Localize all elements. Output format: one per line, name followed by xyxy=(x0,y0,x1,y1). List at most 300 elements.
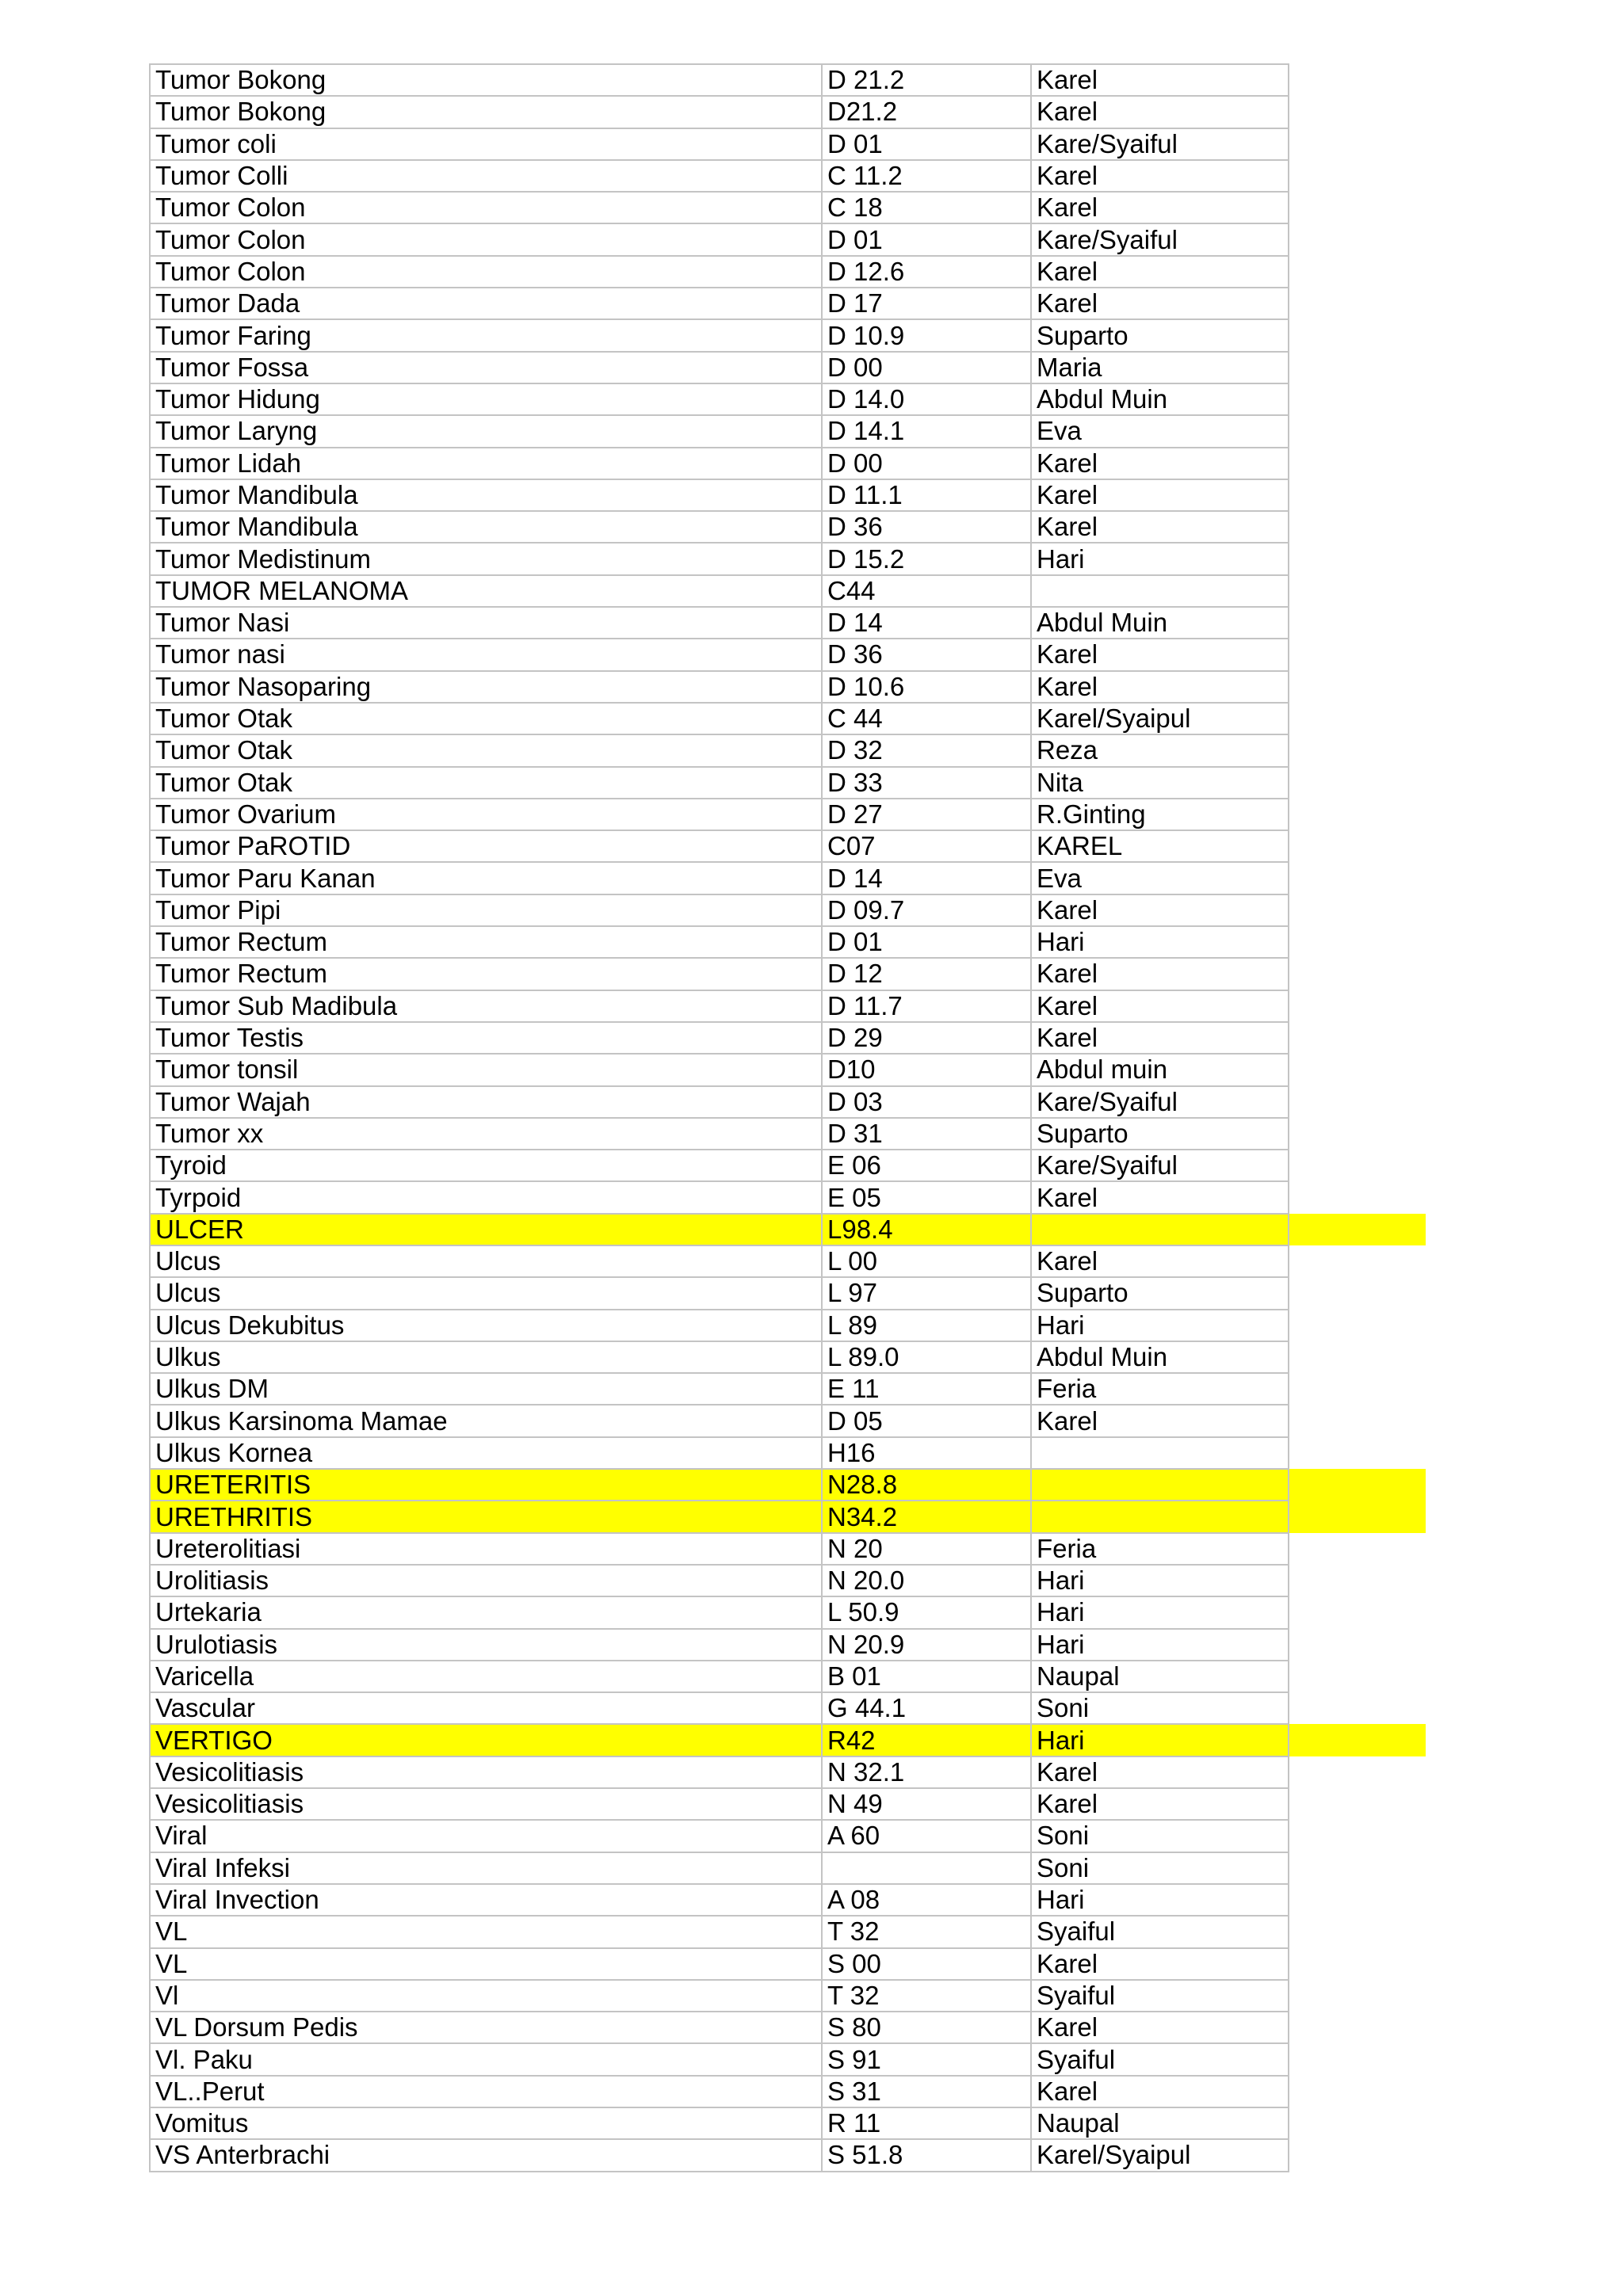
diagnosis-cell: Viral Invection xyxy=(150,1884,822,1916)
row-highlight-extension xyxy=(1289,1022,1426,1054)
diagnosis-cell: Tumor Colli xyxy=(150,160,822,192)
diagnosis-cell: Ureterolitiasi xyxy=(150,1533,822,1565)
diagnosis-cell: Ulcus xyxy=(150,1245,822,1277)
diagnosis-cell: Tumor PaROTID xyxy=(150,830,822,862)
doctor-cell: Kare/Syaiful xyxy=(1031,1086,1289,1118)
icd-code-cell: A 08 xyxy=(822,1884,1031,1916)
row-highlight-extension xyxy=(1289,639,1426,670)
diagnosis-cell: ULCER xyxy=(150,1214,822,1245)
icd-code-cell: L 50.9 xyxy=(822,1596,1031,1628)
diagnosis-code-table xyxy=(149,63,1427,2172)
table-row xyxy=(150,1852,1426,1884)
diagnosis-cell: Vesicolitiasis xyxy=(150,1756,822,1788)
doctor-cell: Reza xyxy=(1031,734,1289,766)
doctor-cell: Karel xyxy=(1031,479,1289,511)
diagnosis-cell: Tumor Mandibula xyxy=(150,511,822,543)
diagnosis-cell: Tumor nasi xyxy=(150,639,822,670)
icd-code-cell: C44 xyxy=(822,575,1031,607)
row-highlight-extension xyxy=(1289,1916,1426,1947)
icd-code-cell: D 05 xyxy=(822,1405,1031,1436)
table-row xyxy=(150,1214,1426,1245)
diagnosis-cell: Tumor Laryng xyxy=(150,415,822,447)
table-row xyxy=(150,2012,1426,2043)
row-highlight-extension xyxy=(1289,767,1426,799)
diagnosis-cell: Varicella xyxy=(150,1661,822,1692)
table-row xyxy=(150,958,1426,990)
icd-code-cell: D 12.6 xyxy=(822,256,1031,288)
diagnosis-cell: Tumor Otak xyxy=(150,767,822,799)
table-row xyxy=(150,2076,1426,2107)
table-row xyxy=(150,383,1426,415)
doctor-cell: Karel xyxy=(1031,448,1289,479)
row-highlight-extension xyxy=(1289,734,1426,766)
doctor-cell: Hari xyxy=(1031,1724,1289,1756)
diagnosis-cell: Ulkus xyxy=(150,1341,822,1373)
icd-code-cell: D 11.7 xyxy=(822,990,1031,1022)
doctor-cell: Hari xyxy=(1031,1629,1289,1661)
icd-code-cell: D 14.0 xyxy=(822,383,1031,415)
row-highlight-extension xyxy=(1289,830,1426,862)
row-highlight-extension xyxy=(1289,1661,1426,1692)
doctor-cell xyxy=(1031,1214,1289,1245)
diagnosis-cell: Tumor Nasi xyxy=(150,607,822,639)
icd-code-cell: D 01 xyxy=(822,926,1031,958)
table-row xyxy=(150,1341,1426,1373)
icd-code-cell: D 14.1 xyxy=(822,415,1031,447)
table-row xyxy=(150,1150,1426,1181)
doctor-cell: Karel xyxy=(1031,671,1289,703)
row-highlight-extension xyxy=(1289,2107,1426,2139)
table-row xyxy=(150,1022,1426,1054)
table-row xyxy=(150,607,1426,639)
icd-code-cell: S 00 xyxy=(822,1948,1031,1980)
row-highlight-extension xyxy=(1289,448,1426,479)
doctor-cell: Karel xyxy=(1031,1022,1289,1054)
diagnosis-cell: VL Dorsum Pedis xyxy=(150,2012,822,2043)
icd-code-cell: N 32.1 xyxy=(822,1756,1031,1788)
doctor-cell: Karel xyxy=(1031,288,1289,319)
diagnosis-cell: Viral xyxy=(150,1820,822,1852)
icd-code-cell: N28.8 xyxy=(822,1469,1031,1501)
diagnosis-cell: URETERITIS xyxy=(150,1469,822,1501)
icd-code-cell: D 10.6 xyxy=(822,671,1031,703)
row-highlight-extension xyxy=(1289,1980,1426,2012)
icd-code-cell: C 18 xyxy=(822,192,1031,223)
row-highlight-extension xyxy=(1289,96,1426,128)
doctor-cell: Karel xyxy=(1031,511,1289,543)
icd-code-cell: N 20.0 xyxy=(822,1565,1031,1596)
table-row xyxy=(150,1310,1426,1341)
table-row xyxy=(150,1884,1426,1916)
icd-code-cell: D 29 xyxy=(822,1022,1031,1054)
row-highlight-extension xyxy=(1289,479,1426,511)
row-highlight-extension xyxy=(1289,607,1426,639)
icd-code-cell: H16 xyxy=(822,1437,1031,1469)
table-row xyxy=(150,734,1426,766)
doctor-cell: Soni xyxy=(1031,1852,1289,1884)
diagnosis-cell: Tumor Bokong xyxy=(150,96,822,128)
diagnosis-cell: Vl. Paku xyxy=(150,2043,822,2075)
diagnosis-cell: VL..Perut xyxy=(150,2076,822,2107)
diagnosis-cell: Ulkus Karsinoma Mamae xyxy=(150,1405,822,1436)
doctor-cell: Kare/Syaiful xyxy=(1031,128,1289,160)
table-row xyxy=(150,1277,1426,1309)
doctor-cell: Eva xyxy=(1031,862,1289,894)
table-row xyxy=(150,1437,1426,1469)
table-row xyxy=(150,1756,1426,1788)
doctor-cell: Hari xyxy=(1031,1310,1289,1341)
row-highlight-extension xyxy=(1289,1596,1426,1628)
icd-code-cell: S 91 xyxy=(822,2043,1031,2075)
doctor-cell: Karel xyxy=(1031,639,1289,670)
row-highlight-extension xyxy=(1289,160,1426,192)
table-row xyxy=(150,288,1426,319)
doctor-cell: Karel xyxy=(1031,1948,1289,1980)
row-highlight-extension xyxy=(1289,1501,1426,1532)
row-highlight-extension xyxy=(1289,543,1426,574)
row-highlight-extension xyxy=(1289,1341,1426,1373)
icd-code-cell: E 05 xyxy=(822,1181,1031,1213)
diagnosis-cell: Tumor Testis xyxy=(150,1022,822,1054)
table-row xyxy=(150,671,1426,703)
doctor-cell: Nita xyxy=(1031,767,1289,799)
doctor-cell: Hari xyxy=(1031,1884,1289,1916)
doctor-cell: Karel xyxy=(1031,64,1289,96)
diagnosis-cell: Tumor Pipi xyxy=(150,894,822,926)
row-highlight-extension xyxy=(1289,1533,1426,1565)
diagnosis-cell: Tumor Hidung xyxy=(150,383,822,415)
table-row xyxy=(150,1118,1426,1150)
table-row xyxy=(150,128,1426,160)
icd-code-cell: B 01 xyxy=(822,1661,1031,1692)
doctor-cell xyxy=(1031,575,1289,607)
table-row xyxy=(150,990,1426,1022)
icd-code-cell: L 89 xyxy=(822,1310,1031,1341)
icd-code-cell: D 32 xyxy=(822,734,1031,766)
icd-code-cell: T 32 xyxy=(822,1916,1031,1947)
icd-code-cell: D 27 xyxy=(822,799,1031,830)
icd-code-cell: S 80 xyxy=(822,2012,1031,2043)
table-row xyxy=(150,2107,1426,2139)
doctor-cell: Hari xyxy=(1031,543,1289,574)
doctor-cell: R.Ginting xyxy=(1031,799,1289,830)
icd-code-cell: D 33 xyxy=(822,767,1031,799)
doctor-cell: Suparto xyxy=(1031,1118,1289,1150)
icd-code-cell: D 31 xyxy=(822,1118,1031,1150)
table-row xyxy=(150,1724,1426,1756)
row-highlight-extension xyxy=(1289,2043,1426,2075)
doctor-cell: Karel xyxy=(1031,958,1289,990)
row-highlight-extension xyxy=(1289,1277,1426,1309)
table-row xyxy=(150,1469,1426,1501)
row-highlight-extension xyxy=(1289,1948,1426,1980)
diagnosis-cell: Tumor Lidah xyxy=(150,448,822,479)
row-highlight-extension xyxy=(1289,799,1426,830)
table-row xyxy=(150,926,1426,958)
icd-code-cell: L 97 xyxy=(822,1277,1031,1309)
doctor-cell: Karel xyxy=(1031,192,1289,223)
icd-code-cell: R42 xyxy=(822,1724,1031,1756)
doctor-cell: Hari xyxy=(1031,1596,1289,1628)
diagnosis-cell: Tumor Ovarium xyxy=(150,799,822,830)
diagnosis-cell: Viral Infeksi xyxy=(150,1852,822,1884)
row-highlight-extension xyxy=(1289,990,1426,1022)
icd-code-cell: E 06 xyxy=(822,1150,1031,1181)
table-row xyxy=(150,2043,1426,2075)
icd-code-cell: D21.2 xyxy=(822,96,1031,128)
diagnosis-cell: Ulcus Dekubitus xyxy=(150,1310,822,1341)
doctor-cell: Karel xyxy=(1031,2076,1289,2107)
row-highlight-extension xyxy=(1289,1724,1426,1756)
icd-code-cell: L 00 xyxy=(822,1245,1031,1277)
table-row xyxy=(150,511,1426,543)
diagnosis-cell: Vl xyxy=(150,1980,822,2012)
icd-code-cell: N 20 xyxy=(822,1533,1031,1565)
doctor-cell: Karel xyxy=(1031,1245,1289,1277)
row-highlight-extension xyxy=(1289,223,1426,255)
doctor-cell: Naupal xyxy=(1031,1661,1289,1692)
row-highlight-extension xyxy=(1289,64,1426,96)
diagnosis-cell: Tumor Faring xyxy=(150,319,822,351)
icd-code-cell: S 31 xyxy=(822,2076,1031,2107)
table-row xyxy=(150,1948,1426,1980)
doctor-cell: Abdul Muin xyxy=(1031,1341,1289,1373)
doctor-cell: Abdul Muin xyxy=(1031,383,1289,415)
table-row xyxy=(150,1373,1426,1405)
table-row xyxy=(150,1788,1426,1820)
diagnosis-cell: Tyroid xyxy=(150,1150,822,1181)
table-row xyxy=(150,352,1426,383)
row-highlight-extension xyxy=(1289,1086,1426,1118)
diagnosis-cell: Tumor Wajah xyxy=(150,1086,822,1118)
doctor-cell: Karel/Syaipul xyxy=(1031,2139,1289,2171)
table-row xyxy=(150,830,1426,862)
doctor-cell: Karel xyxy=(1031,894,1289,926)
diagnosis-cell: Urolitiasis xyxy=(150,1565,822,1596)
diagnosis-cell: Urulotiasis xyxy=(150,1629,822,1661)
doctor-cell xyxy=(1031,1437,1289,1469)
row-highlight-extension xyxy=(1289,1214,1426,1245)
row-highlight-extension xyxy=(1289,1150,1426,1181)
doctor-cell: Syaiful xyxy=(1031,2043,1289,2075)
icd-code-cell: G 44.1 xyxy=(822,1692,1031,1724)
icd-code-cell: D 09.7 xyxy=(822,894,1031,926)
diagnosis-cell: Tumor Paru Kanan xyxy=(150,862,822,894)
row-highlight-extension xyxy=(1289,1788,1426,1820)
row-highlight-extension xyxy=(1289,1692,1426,1724)
doctor-cell: Maria xyxy=(1031,352,1289,383)
doctor-cell: Abdul Muin xyxy=(1031,607,1289,639)
table-row xyxy=(150,192,1426,223)
diagnosis-cell: Urtekaria xyxy=(150,1596,822,1628)
doctor-cell: Feria xyxy=(1031,1373,1289,1405)
doctor-cell: Suparto xyxy=(1031,1277,1289,1309)
doctor-cell: Karel xyxy=(1031,256,1289,288)
doctor-cell: Karel xyxy=(1031,96,1289,128)
icd-code-cell: R 11 xyxy=(822,2107,1031,2139)
diagnosis-cell: Tumor Fossa xyxy=(150,352,822,383)
table-row xyxy=(150,1245,1426,1277)
table-row xyxy=(150,1501,1426,1532)
diagnosis-cell: Tumor Medistinum xyxy=(150,543,822,574)
table-row xyxy=(150,1916,1426,1947)
row-highlight-extension xyxy=(1289,958,1426,990)
doctor-cell: KAREL xyxy=(1031,830,1289,862)
doctor-cell: Karel xyxy=(1031,990,1289,1022)
table-row xyxy=(150,319,1426,351)
diagnosis-cell: Vomitus xyxy=(150,2107,822,2139)
row-highlight-extension xyxy=(1289,1373,1426,1405)
doctor-cell: Soni xyxy=(1031,1692,1289,1724)
icd-code-cell: L 89.0 xyxy=(822,1341,1031,1373)
row-highlight-extension xyxy=(1289,862,1426,894)
table-row xyxy=(150,479,1426,511)
diagnosis-cell: Ulcus xyxy=(150,1277,822,1309)
row-highlight-extension xyxy=(1289,1118,1426,1150)
doctor-cell: Syaiful xyxy=(1031,1980,1289,2012)
icd-code-cell: D10 xyxy=(822,1054,1031,1085)
icd-code-cell: D 12 xyxy=(822,958,1031,990)
doctor-cell: Naupal xyxy=(1031,2107,1289,2139)
table-body xyxy=(150,64,1426,2172)
diagnosis-cell: TUMOR MELANOMA xyxy=(150,575,822,607)
diagnosis-cell: Tumor Colon xyxy=(150,256,822,288)
icd-code-cell: D 03 xyxy=(822,1086,1031,1118)
row-highlight-extension xyxy=(1289,1820,1426,1852)
diagnosis-cell: Tumor Colon xyxy=(150,223,822,255)
table-row xyxy=(150,1533,1426,1565)
row-highlight-extension xyxy=(1289,1437,1426,1469)
icd-code-cell: D 21.2 xyxy=(822,64,1031,96)
row-highlight-extension xyxy=(1289,511,1426,543)
row-highlight-extension xyxy=(1289,256,1426,288)
icd-code-cell: D 00 xyxy=(822,448,1031,479)
table-row xyxy=(150,223,1426,255)
icd-code-cell: D 36 xyxy=(822,511,1031,543)
table-row xyxy=(150,2139,1426,2171)
icd-code-cell: D 11.1 xyxy=(822,479,1031,511)
row-highlight-extension xyxy=(1289,671,1426,703)
diagnosis-cell: Tumor xx xyxy=(150,1118,822,1150)
row-highlight-extension xyxy=(1289,1469,1426,1501)
row-highlight-extension xyxy=(1289,319,1426,351)
row-highlight-extension xyxy=(1289,1245,1426,1277)
row-highlight-extension xyxy=(1289,2012,1426,2043)
row-highlight-extension xyxy=(1289,1310,1426,1341)
icd-code-cell: D 01 xyxy=(822,223,1031,255)
table-row xyxy=(150,96,1426,128)
diagnosis-cell: Tumor Sub Madibula xyxy=(150,990,822,1022)
row-highlight-extension xyxy=(1289,192,1426,223)
table-row xyxy=(150,415,1426,447)
table-row xyxy=(150,448,1426,479)
row-highlight-extension xyxy=(1289,2076,1426,2107)
doctor-cell: Hari xyxy=(1031,926,1289,958)
row-highlight-extension xyxy=(1289,415,1426,447)
table-row xyxy=(150,1692,1426,1724)
table-row xyxy=(150,1565,1426,1596)
icd-code-cell xyxy=(822,1852,1031,1884)
diagnosis-cell: Tumor Rectum xyxy=(150,958,822,990)
diagnosis-cell: Tumor Colon xyxy=(150,192,822,223)
diagnosis-cell: Tumor Dada xyxy=(150,288,822,319)
diagnosis-cell: Tumor Nasoparing xyxy=(150,671,822,703)
row-highlight-extension xyxy=(1289,1852,1426,1884)
icd-code-cell: T 32 xyxy=(822,1980,1031,2012)
row-highlight-extension xyxy=(1289,1756,1426,1788)
row-highlight-extension xyxy=(1289,1884,1426,1916)
row-highlight-extension xyxy=(1289,1629,1426,1661)
diagnosis-cell: VS Anterbrachi xyxy=(150,2139,822,2171)
row-highlight-extension xyxy=(1289,926,1426,958)
doctor-cell: Karel xyxy=(1031,1181,1289,1213)
row-highlight-extension xyxy=(1289,1054,1426,1085)
table-row xyxy=(150,1980,1426,2012)
diagnosis-cell: Vascular xyxy=(150,1692,822,1724)
icd-code-cell: C07 xyxy=(822,830,1031,862)
icd-code-cell: E 11 xyxy=(822,1373,1031,1405)
diagnosis-cell: Tumor Otak xyxy=(150,703,822,734)
table-row xyxy=(150,894,1426,926)
doctor-cell: Karel xyxy=(1031,1756,1289,1788)
icd-code-cell: D 15.2 xyxy=(822,543,1031,574)
icd-code-cell: C 44 xyxy=(822,703,1031,734)
doctor-cell: Karel/Syaipul xyxy=(1031,703,1289,734)
diagnosis-cell: Tumor Bokong xyxy=(150,64,822,96)
table-row xyxy=(150,1629,1426,1661)
icd-code-cell: L98.4 xyxy=(822,1214,1031,1245)
diagnosis-cell: Tumor Otak xyxy=(150,734,822,766)
doctor-cell xyxy=(1031,1501,1289,1532)
table-row xyxy=(150,1596,1426,1628)
doctor-cell: Kare/Syaiful xyxy=(1031,223,1289,255)
icd-code-cell: N34.2 xyxy=(822,1501,1031,1532)
table-row xyxy=(150,1820,1426,1852)
icd-code-cell: A 60 xyxy=(822,1820,1031,1852)
table-row xyxy=(150,160,1426,192)
icd-code-cell: D 17 xyxy=(822,288,1031,319)
icd-code-cell: D 01 xyxy=(822,128,1031,160)
row-highlight-extension xyxy=(1289,894,1426,926)
doctor-cell: Soni xyxy=(1031,1820,1289,1852)
doctor-cell: Kare/Syaiful xyxy=(1031,1150,1289,1181)
icd-code-cell: D 14 xyxy=(822,862,1031,894)
doctor-cell: Karel xyxy=(1031,160,1289,192)
doctor-cell: Karel xyxy=(1031,1405,1289,1436)
diagnosis-cell: Tumor Mandibula xyxy=(150,479,822,511)
row-highlight-extension xyxy=(1289,128,1426,160)
table-row xyxy=(150,1661,1426,1692)
diagnosis-cell: Tumor Rectum xyxy=(150,926,822,958)
row-highlight-extension xyxy=(1289,703,1426,734)
table-row xyxy=(150,639,1426,670)
icd-code-cell: C 11.2 xyxy=(822,160,1031,192)
diagnosis-cell: VL xyxy=(150,1916,822,1947)
table-row xyxy=(150,1054,1426,1085)
doctor-cell: Suparto xyxy=(1031,319,1289,351)
diagnosis-cell: VL xyxy=(150,1948,822,1980)
row-highlight-extension xyxy=(1289,1405,1426,1436)
icd-code-cell: D 00 xyxy=(822,352,1031,383)
row-highlight-extension xyxy=(1289,2139,1426,2171)
table-row xyxy=(150,543,1426,574)
table-row xyxy=(150,64,1426,96)
diagnosis-cell: Tyrpoid xyxy=(150,1181,822,1213)
table-row xyxy=(150,767,1426,799)
doctor-cell: Feria xyxy=(1031,1533,1289,1565)
icd-code-cell: S 51.8 xyxy=(822,2139,1031,2171)
diagnosis-cell: Vesicolitiasis xyxy=(150,1788,822,1820)
